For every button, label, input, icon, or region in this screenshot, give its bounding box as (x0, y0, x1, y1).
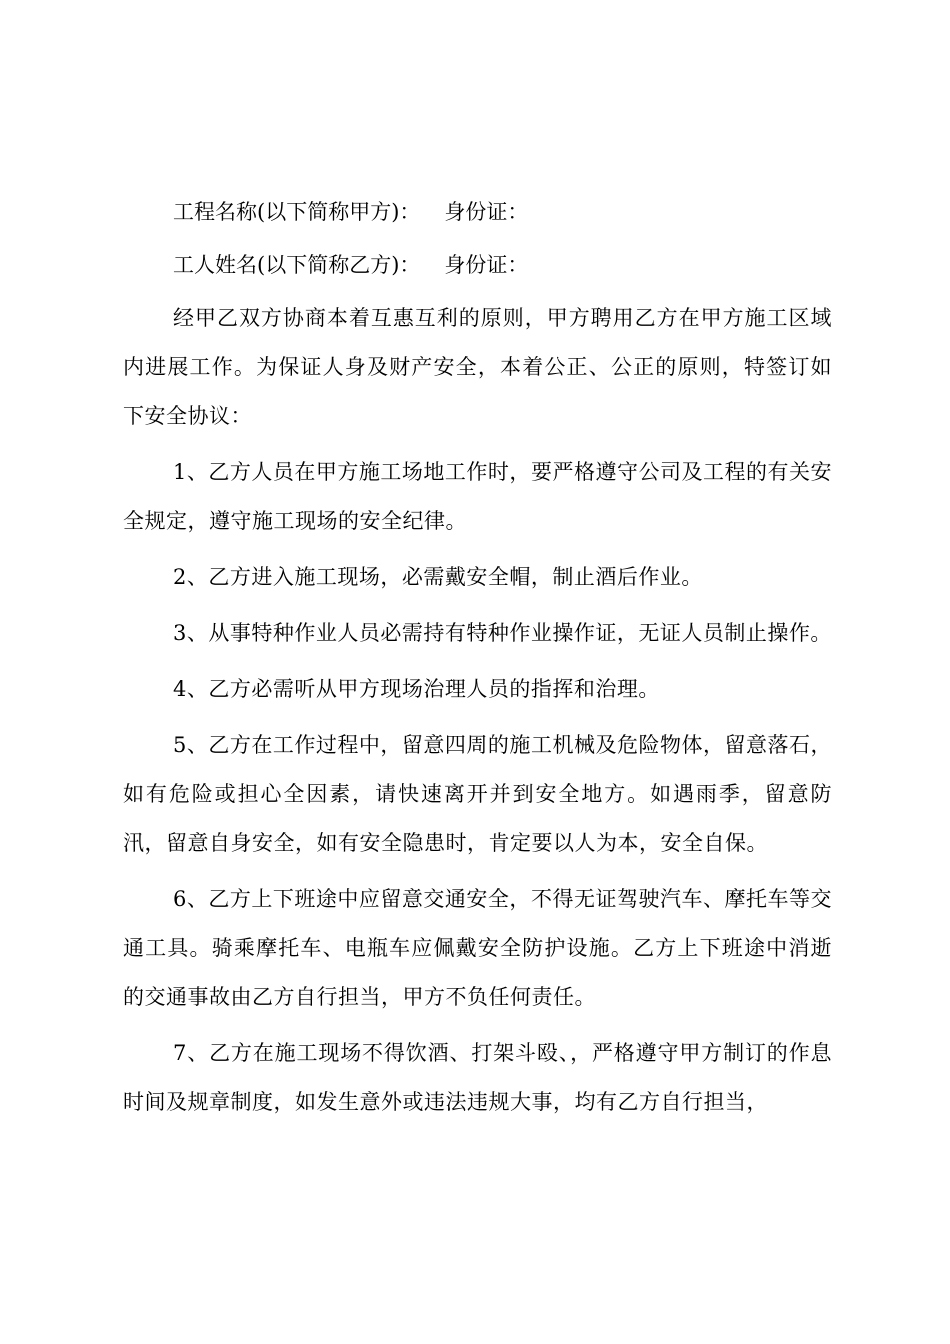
clause-6: 6、乙方上下班途中应留意交通安全，不得无证驾驶汽车、摩托车等交通工具。骑乘摩托车、电瓶车应佩戴安全防护设施。乙方上下班途中消逝的交通事故由乙方自行担当，甲方不负任何责任。 (123, 887, 832, 1009)
agreement-body (123, 188, 832, 1134)
worker-id-label: 身份证： (444, 253, 529, 277)
project-id-label: 身份证： (444, 200, 529, 224)
clause-5: 5、乙方在工作过程中，留意四周的施工机械及危险物体，留意落石，如有危险或担心全因素，请快速离开并到安全地方。如遇雨季，留意防汛，留意自身安全，如有安全隐患时，肯定要以人为本，安全自保。 (123, 733, 832, 855)
clause-2: 2、乙方进入施工现场，必需戴安全帽，制止酒后作业。 (173, 565, 703, 589)
project-name-line (123, 188, 832, 237)
worker-name-label: 工人姓名(以下简称乙方)： (173, 253, 421, 277)
clause-3: 3、从事特种作业人员必需持有特种作业操作证，无证人员制止操作。 (173, 621, 832, 645)
clause-1: 1、乙方人员在甲方施工场地工作时，要严格遵守公司及工程的有关安全规定，遵守施工现场的安全纪律。 (123, 460, 832, 533)
intro-paragraph: 经甲乙双方协商本着互惠互利的原则，甲方聘用乙方在甲方施工区域内进展工作。为保证人身及财产安全，本着公正、公正的原则，特签订如下安全协议： (123, 306, 832, 428)
worker-name-line (123, 241, 832, 290)
project-name-label: 工程名称(以下简称甲方)： (173, 200, 421, 224)
clause-4: 4、乙方必需听从甲方现场治理人员的指挥和治理。 (173, 677, 660, 701)
clause-7: 7、乙方在施工现场不得饮酒、打架斗殴、，严格遵守甲方制订的作息时间及规章制度，如发生意外或违法违规大事，均有乙方自行担当， (123, 1041, 832, 1114)
